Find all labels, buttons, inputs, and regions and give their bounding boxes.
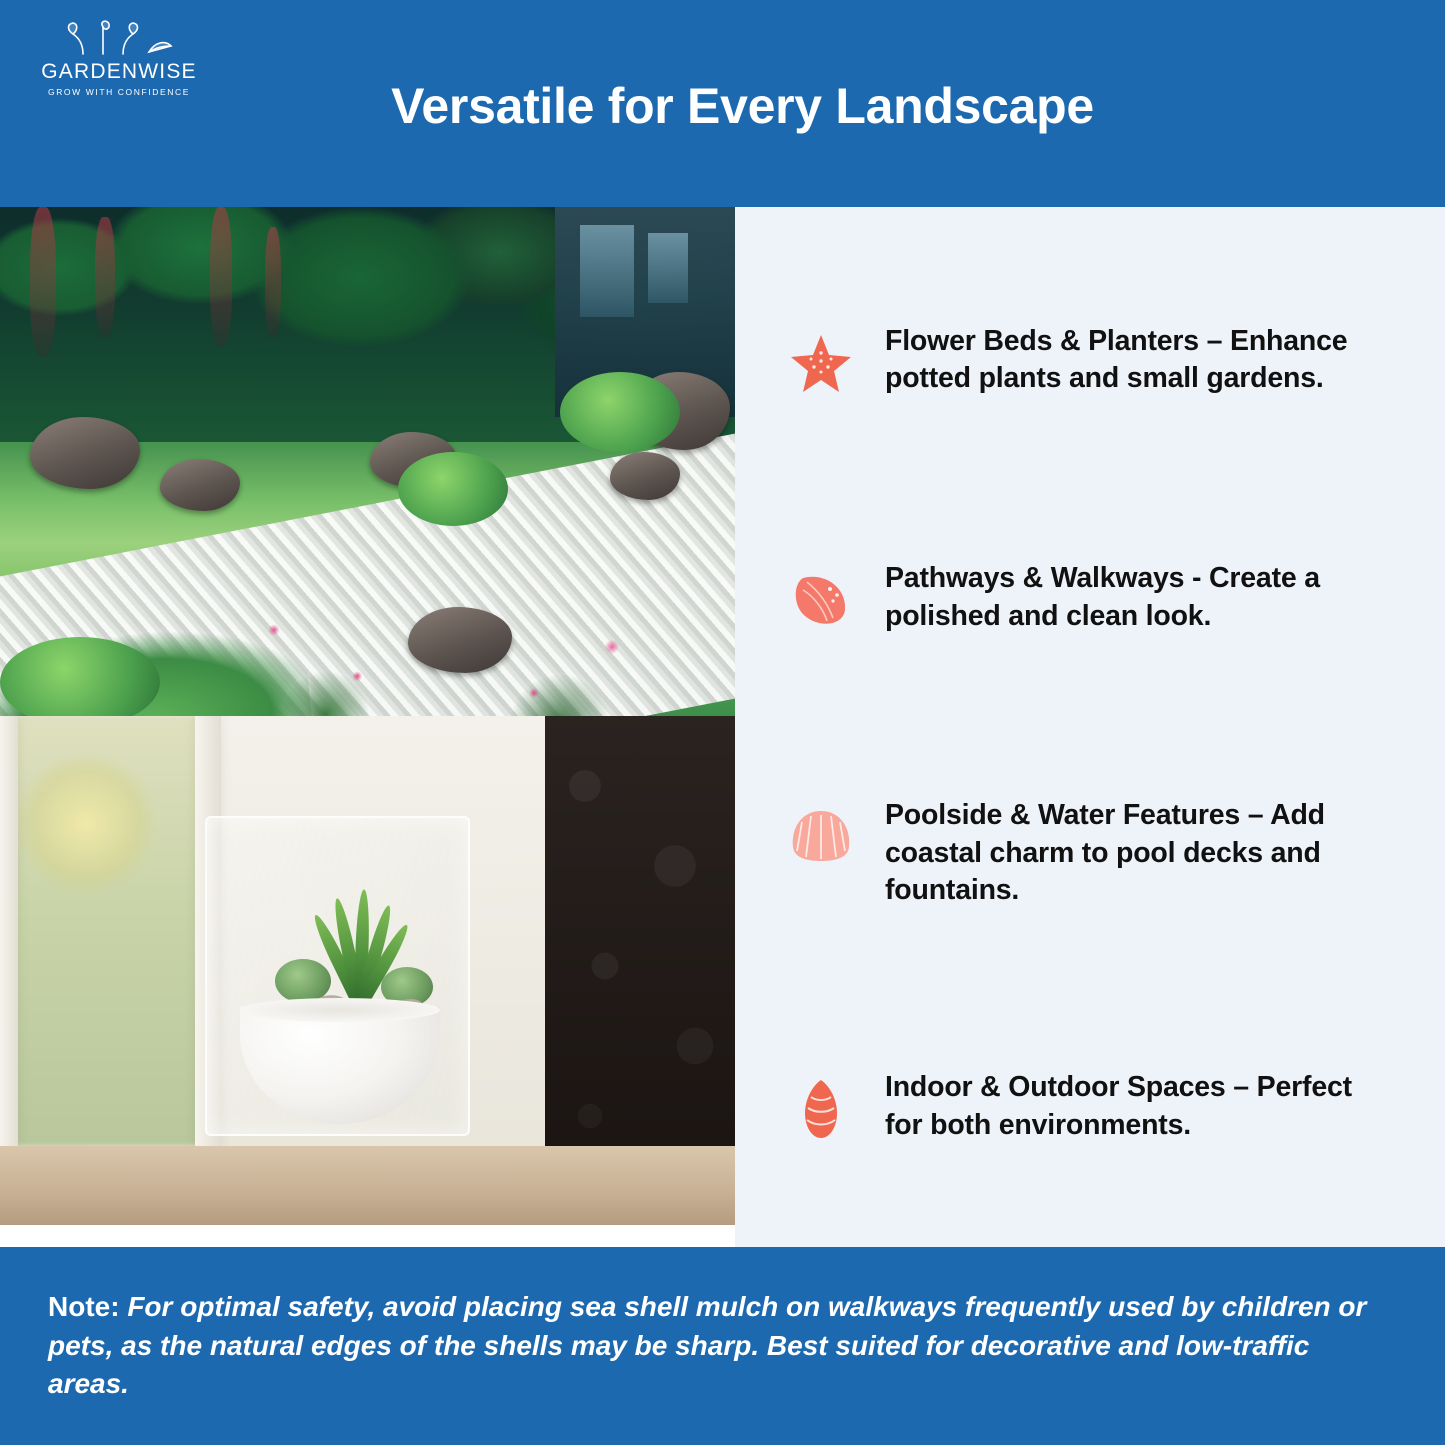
conch-shell-icon [783,1071,859,1147]
list-item [783,791,1405,916]
brand-logo [14,16,224,97]
garden-gravel-bed-photo [0,207,735,716]
scallop-shell-icon [783,562,859,638]
clam-shell-icon [783,799,859,875]
photo-column [0,207,735,1247]
feature-text: Indoor & Outdoor Spaces – Perfect for both environments. [885,1071,1352,1141]
feature-text: Flower Beds & Planters – Enhance potted plants and small gardens. [885,324,1348,395]
list-item [783,554,1405,644]
leaf-sprout-icon [14,16,224,58]
feature-text: Poolside & Water Features – Add coastal charm to pool decks and fountains. [885,799,1325,907]
feature-list [735,207,1445,1247]
brand-name: GARDENWISE [41,60,197,83]
footer-note-banner [0,1247,1445,1445]
header-banner [0,0,1445,207]
content-area [0,207,1445,1247]
windowsill-planter-photo [0,716,735,1225]
starfish-icon [783,325,859,401]
footer-note-label: Note: [48,1291,128,1323]
footer-note-text: For optimal safety, avoid placing sea shell mulch on walkways frequently used by children or pets, as the natural edges of the shells may be sharp. Best suited for decorative and low-traffic areas. [48,1291,1367,1400]
list-item [783,1063,1405,1153]
brand-tagline: GROW WITH CONFIDENCE [47,87,191,98]
page-title: Versatile for Every Landscape [391,77,1094,134]
footer-note [48,1288,1397,1404]
list-item [783,317,1405,407]
feature-text: Pathways & Walkways - Create a polished and clean look. [885,561,1320,632]
